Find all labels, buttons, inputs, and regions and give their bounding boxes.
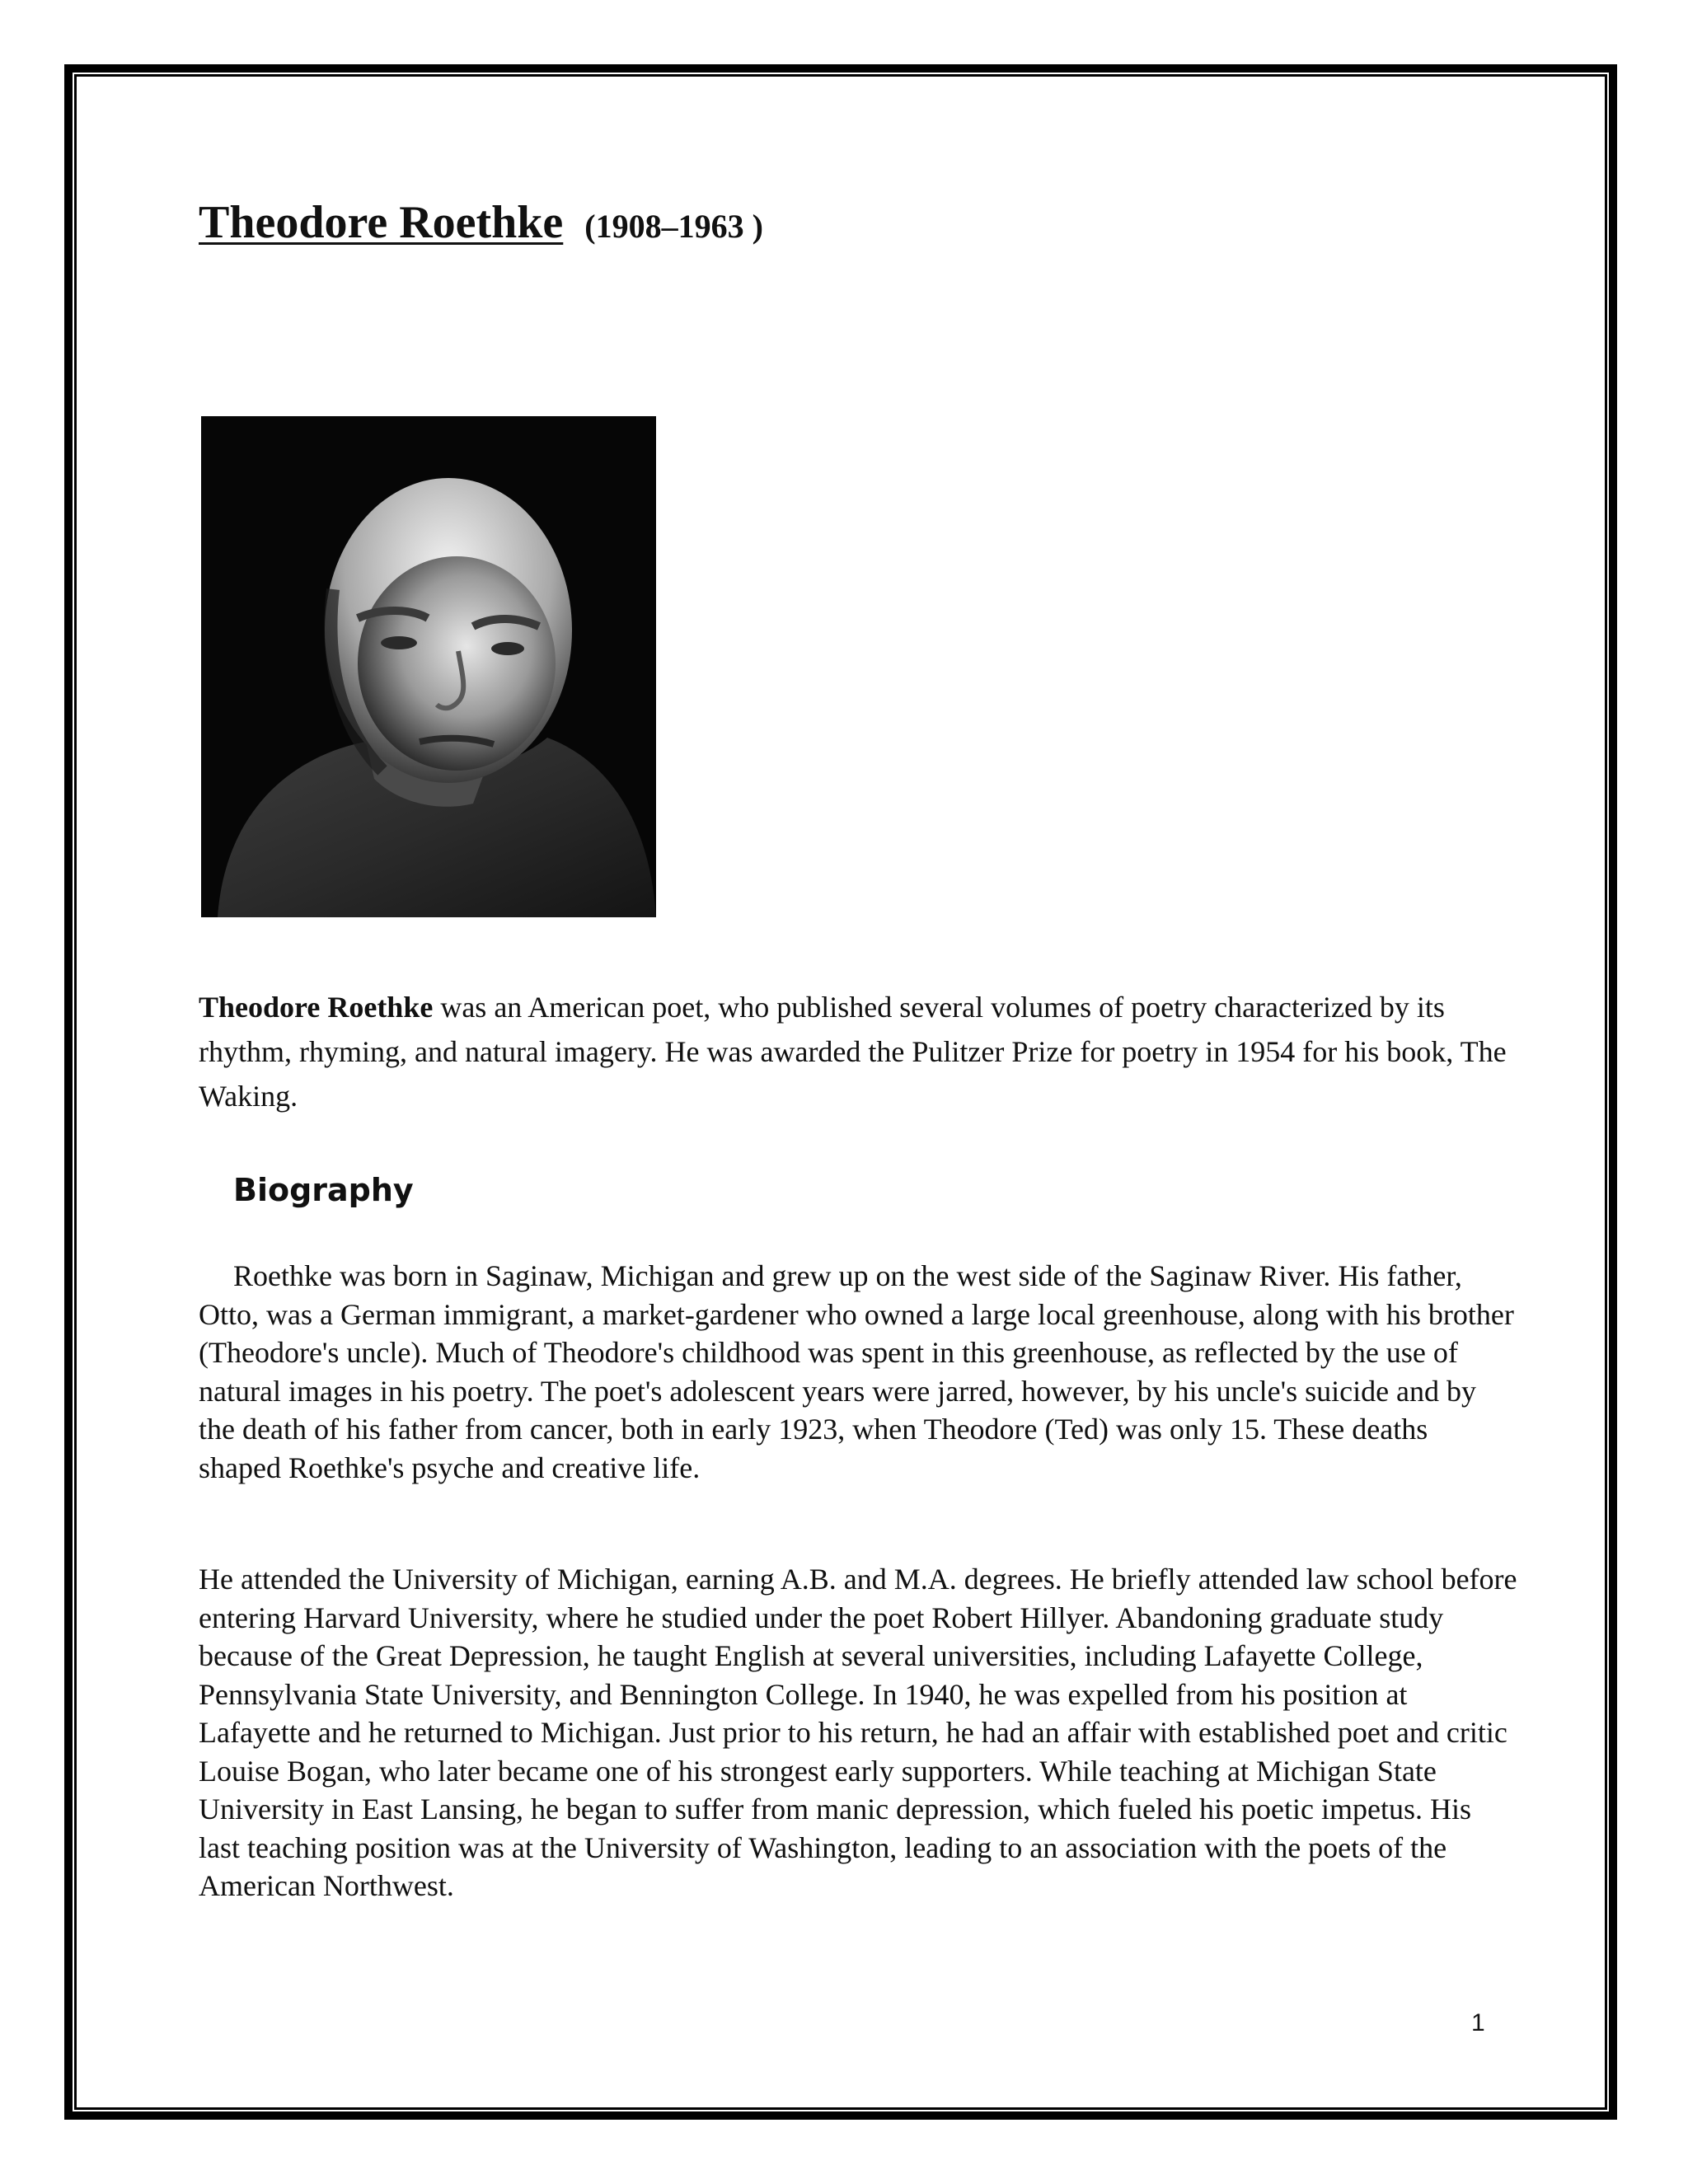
biography-heading: Biography <box>233 1172 414 1208</box>
portrait-photo-icon <box>201 416 656 917</box>
intro-lead-name: Theodore Roethke <box>199 991 434 1024</box>
biography-paragraph-2: He attended the University of Michigan, earning A.B. and M.A. degrees. He briefly attended law school before entering Harvard University, where he studied under the poet Robert Hillyer. Abandoning graduate study because of the Great Depression, he taught English at several universities, including Lafayette College, Pennsylvania State University, and Bennington College. In 1940, he was expelled from his position at Lafayette and he returned to Michigan. Just prior to his return, he had an affair with established poet and critic Louise Bogan, who later became one of his strongest early supporters. While teaching at Michigan State University in East Lansing, he began to suffer from manic depression, which fueled his poetic impetus. His last teaching position was at the University of Washington, leading to an association with the poets of the American Northwest. <box>199 1563 1517 1902</box>
page-number: 1 <box>1471 2009 1485 2036</box>
intro-paragraph <box>199 985 1517 1118</box>
page-title <box>199 196 763 249</box>
biography-paragraph-1: Roethke was born in Saginaw, Michigan and grew up on the west side of the Saginaw River. His father, Otto, was a German immigrant, a market-gardener who owned a large local greenhouse, along with his brother (Theodore's uncle). Much of Theodore's childhood was spent in this greenhouse, as reflected by the use of natural images in his poetry. The poet's adolescent years were jarred, however, by his uncle's suicide and by the death of his father from cancer, both in early 1923, when Theodore (Ted) was only 15. These deaths shaped Roethke's psyche and creative life. <box>199 1259 1514 1484</box>
title-dates: (1908–1963 ) <box>584 208 763 245</box>
title-name: Theodore Roethke <box>199 197 564 248</box>
intro-text: was an American poet, who published several volumes of poetry characterized by its rhythm, rhyming, and natural imagery. He was awarded the Pulitzer Prize for poetry in 1954 for his book, The Waking. <box>199 991 1507 1113</box>
portrait-photo <box>201 416 656 917</box>
